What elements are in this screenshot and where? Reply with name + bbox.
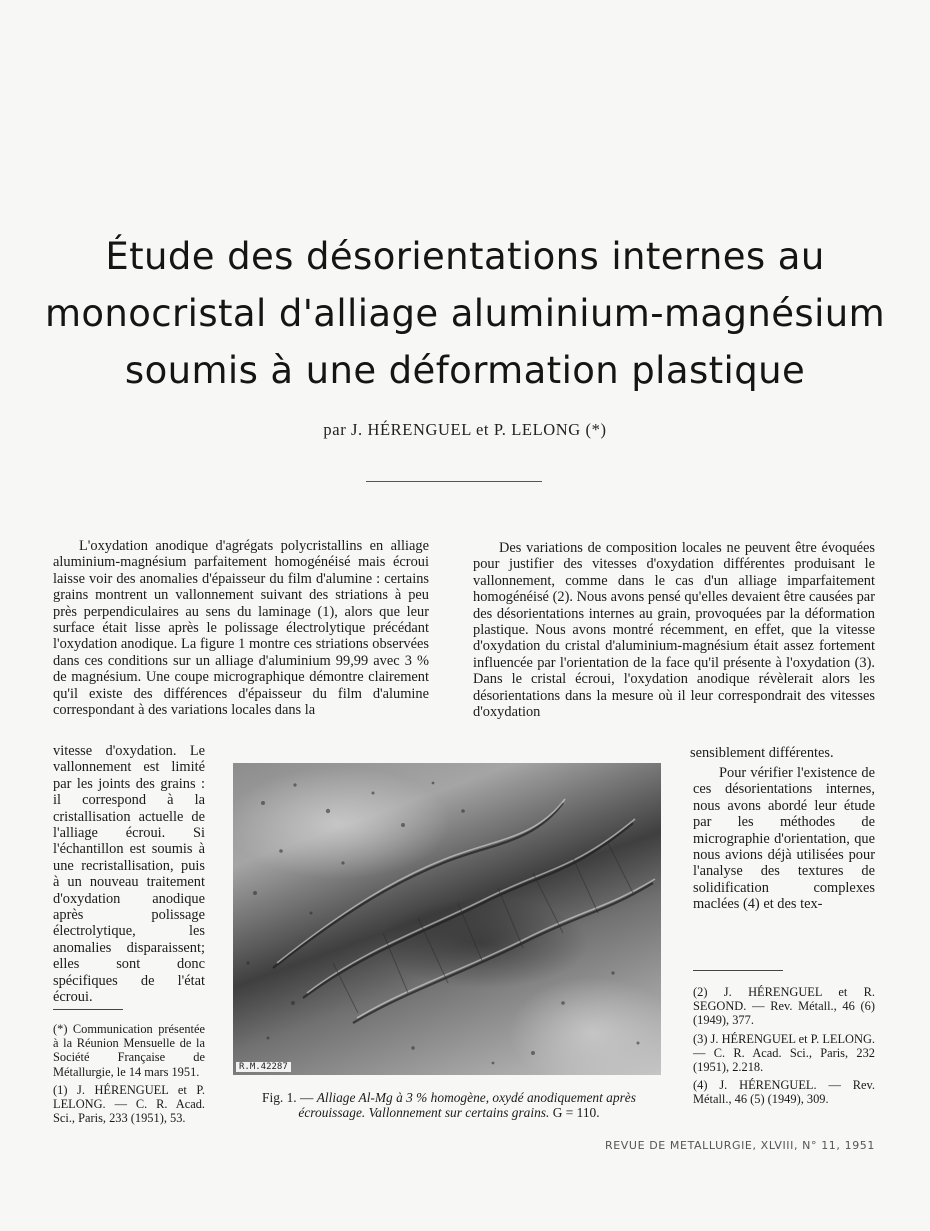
figure-caption xyxy=(233,1090,665,1120)
title-line-3: soumis à une déformation plastique xyxy=(124,349,806,392)
micrograph-reference-code: R.M.42287 xyxy=(236,1062,291,1072)
right-paragraph-1-end: sensiblement différentes. xyxy=(690,745,834,761)
right-footnotes xyxy=(693,970,875,1111)
footnote-1: (1) J. HÉRENGUEL et P. LELONG. — C. R. Acad. Sci., Paris, 233 (1951), 53. xyxy=(53,1082,205,1126)
right-column-narrow xyxy=(693,765,875,913)
right-column-top xyxy=(473,540,875,720)
author-byline: par J. HÉRENGUEL et P. LELONG (*) xyxy=(323,420,607,439)
footnote-rule-left xyxy=(53,1009,123,1010)
left-column-narrow xyxy=(53,743,205,1006)
left-footnotes xyxy=(53,1009,205,1129)
figure-caption-text: Alliage Al-Mg à 3 % homogène, oxydé anodiquement après écrouissage. Vallonnement sur certains grains. xyxy=(298,1090,636,1120)
figure-caption-label: Fig. 1. — xyxy=(262,1090,314,1105)
title-line-1: Étude des désorientations internes au xyxy=(105,235,825,278)
footnote-rule-right xyxy=(693,970,783,971)
footnote-3: (3) J. HÉRENGUEL et P. LELONG. — C. R. Acad. Sci., Paris, 232 (1951), 2.218. xyxy=(693,1031,875,1075)
left-paragraph-1: L'oxydation anodique d'agrégats polycristallins en alliage aluminium-magnésium parfaitement homogénéisé mais écroui laisse voir des anomalies d'épaisseur du film d'alumine : certains grains montrent un vallonnement suivant des striations à peu près perpendiculaires au sens du laminage (1), alors que leur surface était lisse après le polissage électrolytique précédant l'oxydation anodique. La figure 1 montre ces striations observées dans ces conditions sur un alliage d'aluminium 99,99 avec 3 % de magnésium. Une coupe micrographique démontre clairement qu'il existe des différences d'épaisseur du film d'alumine correspondant à des variations locales dans la xyxy=(53,538,429,719)
micrograph-figure xyxy=(233,763,661,1075)
right-paragraph-1-end-block xyxy=(690,745,875,761)
title-line-2: monocristal d'alliage aluminium-magnésium xyxy=(44,292,886,335)
micrograph-texture xyxy=(233,763,661,1075)
footnote-2: (2) J. HÉRENGUEL et R. SEGOND. — Rev. Métall., 46 (6) (1949), 377. xyxy=(693,985,875,1028)
footnote-star: (*) Communication présentée à la Réunion Mensuelle de la Société Française de Métallurgie, le 14 mars 1951. xyxy=(53,1022,205,1079)
right-paragraph-1: Des variations de composition locales ne peuvent être évoquées pour justifier des vitesses d'oxydation différentes produisant le vallonnement, comme dans le cas d'un alliage imparfaitement homogénéisé (2). Nous avons pensé qu'elles devaient être causées par des désorientations internes au grain, provoquées par la déformation plastique. Nous avons montré récemment, en effet, que la vitesse d'oxydation du cristal d'aluminium-magnésium était assez fortement influencée par l'orientation de la face qu'il présente à l'oxydation (3). Dans le cristal écroui, l'oxydation anodique révèlerait alors les désorientations dans la mesure où il leur correspondrait des vitesses d'oxydation xyxy=(473,540,875,721)
footnote-4: (4) J. HÉRENGUEL. — Rev. Métall., 46 (5) (1949), 309. xyxy=(693,1078,875,1107)
left-paragraph-2: vitesse d'oxydation. Le vallonnement est limité par les joints des grains : il correspond à la cristallisation actuelle de l'alliage écroui. Si l'échantillon est soumis à une recristallisation, puis à un nouveau traitement d'oxydation anodique après polissage électrolytique, les anomalies disparaissent; elles sont donc spécifiques de l'état écroui. xyxy=(53,743,205,1006)
journal-footer: REVUE DE METALLURGIE, XLVIII, N° 11, 1951 xyxy=(605,1139,875,1152)
left-column-top xyxy=(53,538,429,718)
right-paragraph-2: Pour vérifier l'existence de ces désorientations internes, nous avons abordé leur étude par les méthodes de micrographie d'orientation, que nous avions déjà utilisées pour l'analyse des textures de solidification complexes maclées (4) et des tex- xyxy=(693,765,875,913)
paper-title xyxy=(0,228,930,399)
figure-caption-magnification: G = 110. xyxy=(552,1105,600,1120)
title-divider xyxy=(366,481,542,482)
